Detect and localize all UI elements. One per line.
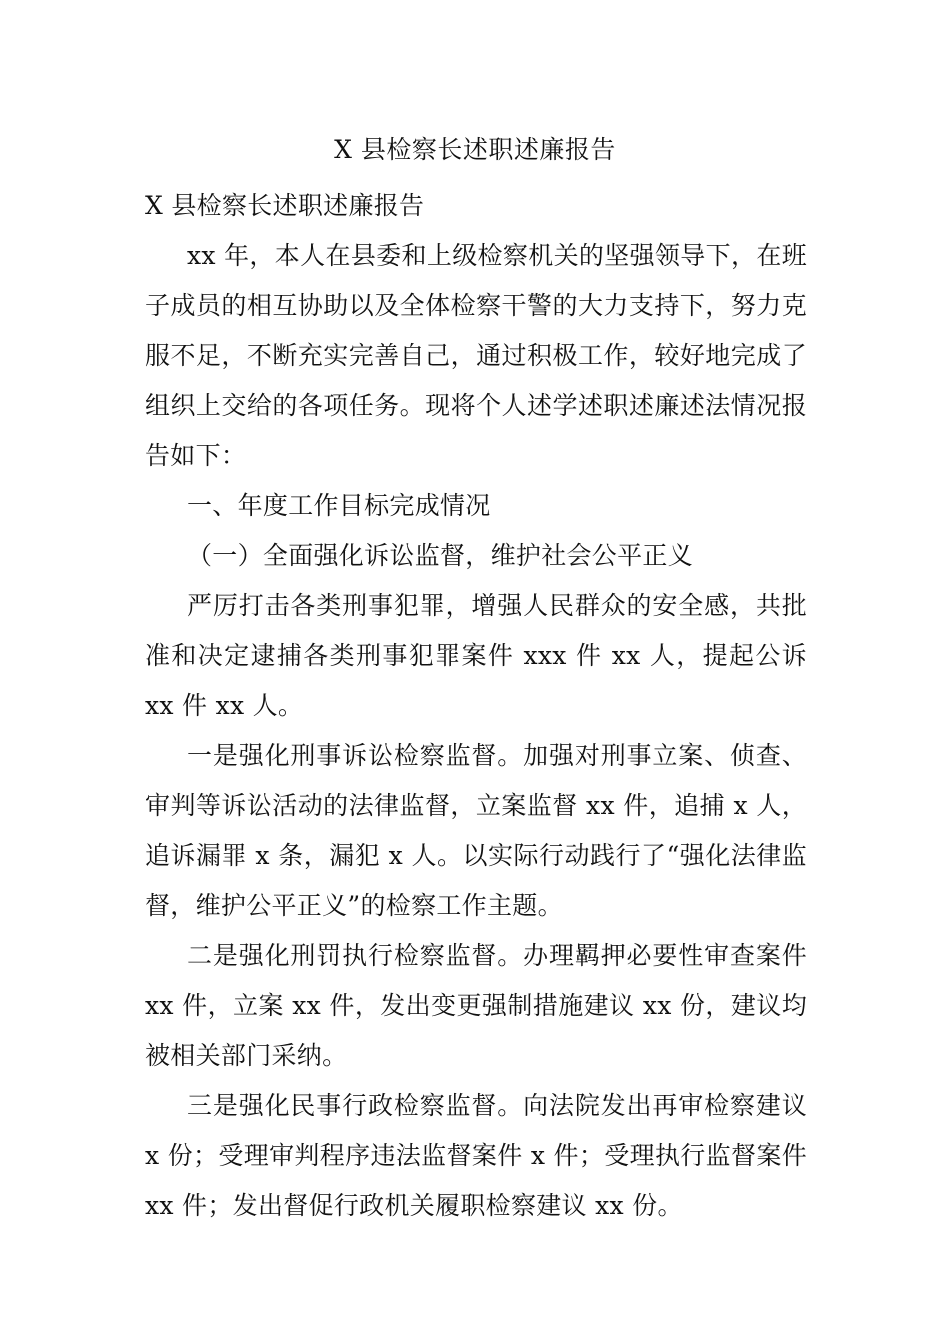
paragraph-civil-supervision: 三是强化民事行政检察监督。向法院发出再审检察建议 x 份；受理审判程序违法监督案件 x 件；受理执行监督案件 xx 件；发出督促行政机关履职检察建议 xx 份。 bbox=[145, 1091, 807, 1220]
paragraph-intro: xx 年，本人在县委和上级检察机关的坚强领导下，在班子成员的相互协助以及全体检察干警的大力支持下，努力克服不足，不断充实完善自己，通过积极工作，较好地完成了组织上交给的各项任务。现将个人述学述职述廉述法情况报告如下： bbox=[145, 241, 807, 470]
section-heading-1: 一、年度工作目标完成情况 bbox=[187, 491, 491, 520]
document-body bbox=[145, 181, 807, 1231]
paragraph-criminal-supervision: 一是强化刑事诉讼检察监督。加强对刑事立案、侦查、审判等诉讼活动的法律监督，立案监督 xx 件，追捕 x 人，追诉漏罪 x 条，漏犯 x 人。以实际行动践行了“强化法律监督，维护公平正义”的检察工作主题。 bbox=[145, 741, 807, 920]
paragraph-crime: 严厉打击各类刑事犯罪，增强人民群众的安全感，共批准和决定逮捕各类刑事犯罪案件 xxx 件 xx 人，提起公诉 xx 件 xx 人。 bbox=[145, 591, 807, 720]
paragraph-penalty-supervision: 二是强化刑罚执行检察监督。办理羁押必要性审查案件 xx 件，立案 xx 件，发出变更强制措施建议 xx 份，建议均被相关部门采纳。 bbox=[145, 941, 807, 1070]
subsection-heading-1: （一）全面强化诉讼监督，维护社会公平正义 bbox=[187, 541, 694, 570]
document-title: X 县检察长述职述廉报告 bbox=[334, 135, 616, 164]
document-subtitle: X 县检察长述职述廉报告 bbox=[145, 191, 425, 220]
